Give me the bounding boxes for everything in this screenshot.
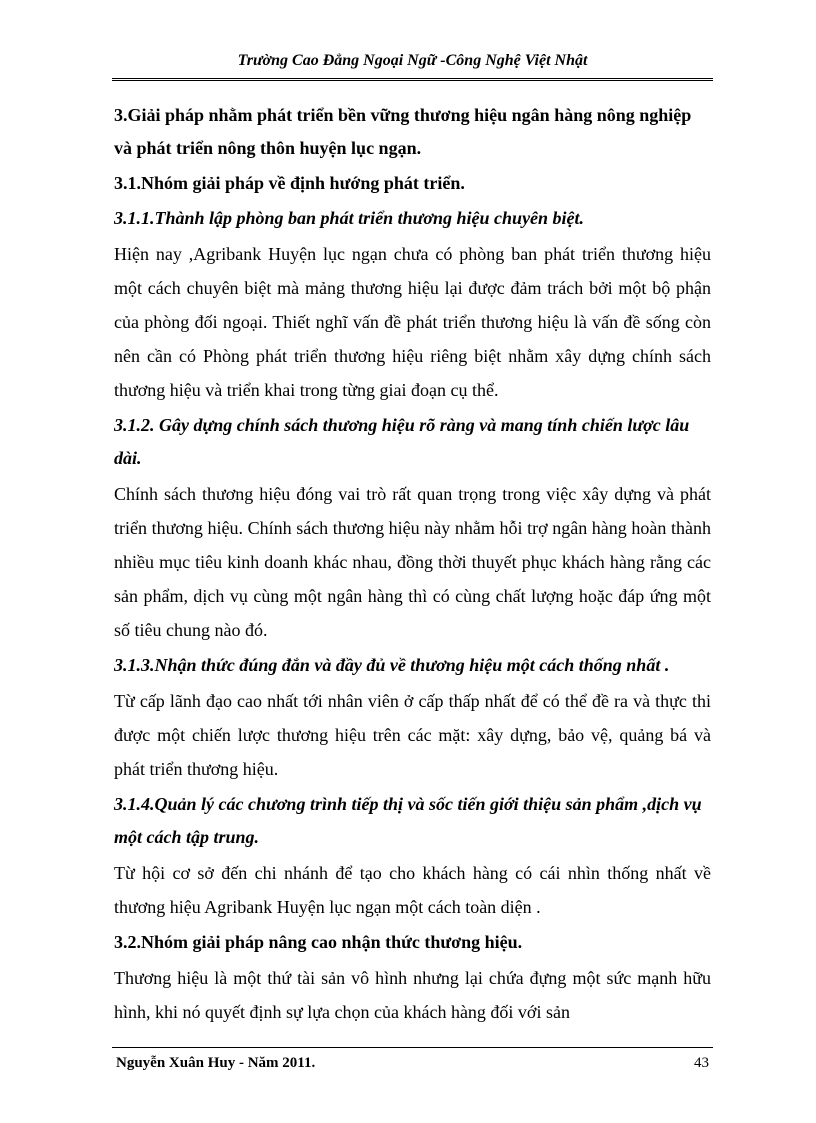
page-header (112, 48, 713, 81)
heading-section-3-1-3: 3.1.3.Nhận thức đúng đắn và đầy đủ về thương hiệu một cách thống nhất . (114, 655, 670, 675)
paragraph-3-1-1: Hiện nay ,Agribank Huyện lục ngạn chưa có phòng ban phát triển thương hiệu một cách chuyên biệt mà mảng thương hiệu lại được đảm trách bởi một bộ phận của phòng đối ngoại. Thiết nghĩ vấn đề phát triển thương hiệu là vấn đề sống còn nên cần có Phòng phát triển thương hiệu riêng biệt nhằm xây dựng chính sách thương hiệu và triển khai trong từng giai đoạn cụ thể. (114, 244, 711, 400)
heading-section-3-1: 3.1.Nhóm giải pháp về định hướng phát triển. (114, 173, 465, 193)
paragraph-3-2: Thương hiệu là một thứ tài sản vô hình nhưng lại chứa đựng một sức mạnh hữu hình, khi nó quyết định sự lựa chọn của khách hàng đối với sản (114, 968, 711, 1022)
document-body (114, 99, 711, 1031)
page-footer (112, 1047, 713, 1088)
paragraph-3-1-3: Từ cấp lãnh đạo cao nhất tới nhân viên ở cấp thấp nhất để có thể đề ra và thực thi được một chiến lược thương hiệu trên các mặt: xây dựng, bảo vệ, quảng bá và phát triển thương hiệu. (114, 691, 711, 779)
footer-author: Nguyễn Xuân Huy - Năm 2011. (116, 1055, 316, 1071)
paragraph-3-1-2: Chính sách thương hiệu đóng vai trò rất quan trọng trong việc xây dựng và phát triển thương hiệu. Chính sách thương hiệu này nhằm hỗi trợ ngân hàng hoàn thành nhiều mục tiêu kinh doanh khác nhau, đồng thời thuyết phục khách hàng rằng các sản phẩm, dịch vụ cùng một ngân hàng thì có cùng chất lượng hoặc đáp ứng một số tiêu chung nào đó. (114, 484, 711, 640)
heading-section-3-1-1: 3.1.1.Thành lập phòng ban phát triển thương hiệu chuyên biệt. (114, 208, 585, 228)
page-number: 43 (694, 1055, 709, 1071)
heading-section-3-2: 3.2.Nhóm giải pháp nâng cao nhận thức thương hiệu. (114, 932, 523, 952)
heading-section-3-1-2: 3.1.2. Gây dựng chính sách thương hiệu rõ ràng và mang tính chiến lược lâu dài. (114, 415, 690, 468)
heading-section-3: 3.Giải pháp nhằm phát triển bền vững thương hiệu ngân hàng nông nghiệp và phát triển nông thôn huyện lục ngạn. (114, 105, 692, 158)
heading-section-3-1-4: 3.1.4.Quản lý các chương trình tiếp thị và sốc tiến giới thiệu sản phẩm ,dịch vụ một cách tập trung. (114, 794, 702, 847)
header-title: Trường Cao Đẳng Ngoại Ngữ -Công Nghệ Việt Nhật (237, 52, 588, 69)
paragraph-3-1-4: Từ hội cơ sở đến chi nhánh để tạo cho khách hàng có cái nhìn thống nhất về thương hiệu Agribank Huyện lục ngạn một cách toàn diện . (114, 863, 711, 917)
